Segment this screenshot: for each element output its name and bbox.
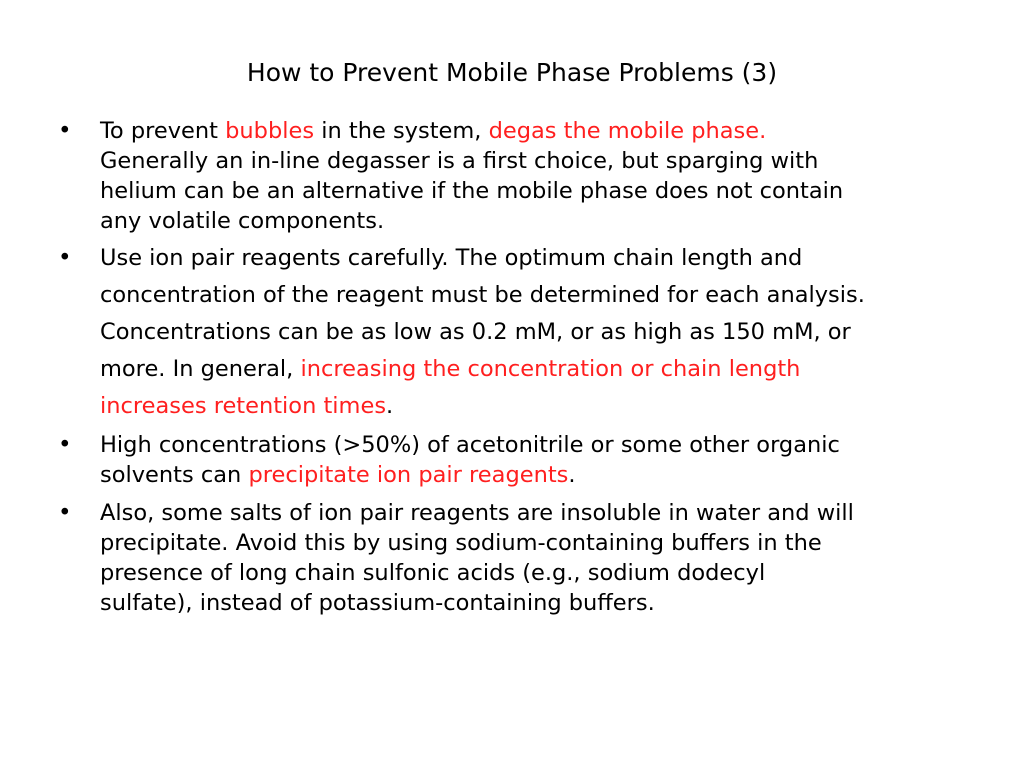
- bullet-line: [100, 277, 980, 314]
- bullet-line: [100, 206, 980, 236]
- bullet-dot-icon: •: [58, 500, 72, 526]
- body-text: more. In general,: [100, 356, 301, 382]
- bullet-line: [100, 498, 980, 528]
- slide-title: How to Prevent Mobile Phase Problems (3): [246, 58, 778, 87]
- bullet-line: [100, 588, 980, 618]
- body-text: concentration of the reagent must be determined for each analysis.: [100, 282, 865, 308]
- bullet-dot-icon: •: [58, 432, 72, 458]
- bullet-text: [100, 430, 980, 490]
- highlighted-text: increases retention times: [100, 393, 387, 419]
- bullet-line: [100, 314, 980, 351]
- bullet-line: [100, 116, 980, 146]
- bullet-dot-icon: •: [58, 118, 72, 144]
- bullet-dot-icon: •: [58, 245, 72, 271]
- bullet-line: [100, 176, 980, 206]
- body-text: Generally an in-line degasser is a first choice, but sparging with: [100, 148, 819, 174]
- highlighted-text: precipitate ion pair reagents: [248, 462, 569, 488]
- bullet-line: [100, 146, 980, 176]
- body-text: precipitate. Avoid this by using sodium-containing buffers in the: [100, 530, 822, 556]
- body-text: .: [386, 393, 394, 419]
- body-text: helium can be an alternative if the mobile phase does not contain: [100, 178, 844, 204]
- highlighted-text: bubbles: [225, 118, 315, 144]
- body-text: solvents can: [100, 462, 249, 488]
- body-text: Also, some salts of ion pair reagents are insoluble in water and will: [100, 500, 854, 526]
- bullet-line: [100, 240, 980, 277]
- bullet-line: [100, 351, 980, 388]
- bullet-line: [100, 430, 980, 460]
- bullet-text: [100, 116, 980, 236]
- body-text: in the system,: [314, 118, 489, 144]
- body-text: sulfate), instead of potassium-containing buffers.: [100, 590, 655, 616]
- body-text: Concentrations can be as low as 0.2 mM, or as high as 150 mM, or: [100, 319, 851, 345]
- bullet-line: [100, 528, 980, 558]
- highlighted-text: degas the mobile phase.: [488, 118, 767, 144]
- body-text: any volatile components.: [100, 208, 385, 234]
- bullet-line: [100, 460, 980, 490]
- body-text: .: [568, 462, 576, 488]
- body-text: Use ion pair reagents carefully. The optimum chain length and: [100, 245, 803, 271]
- highlighted-text: increasing the concentration or chain length: [300, 356, 801, 382]
- bullet-line: [100, 388, 980, 425]
- bullet-text: [100, 498, 980, 618]
- bullet-text: [100, 240, 980, 425]
- bullet-line: [100, 558, 980, 588]
- body-text: To prevent: [100, 118, 226, 144]
- body-text: presence of long chain sulfonic acids (e.g., sodium dodecyl: [100, 560, 766, 586]
- body-text: High concentrations (>50%) of acetonitrile or some other organic: [100, 432, 840, 458]
